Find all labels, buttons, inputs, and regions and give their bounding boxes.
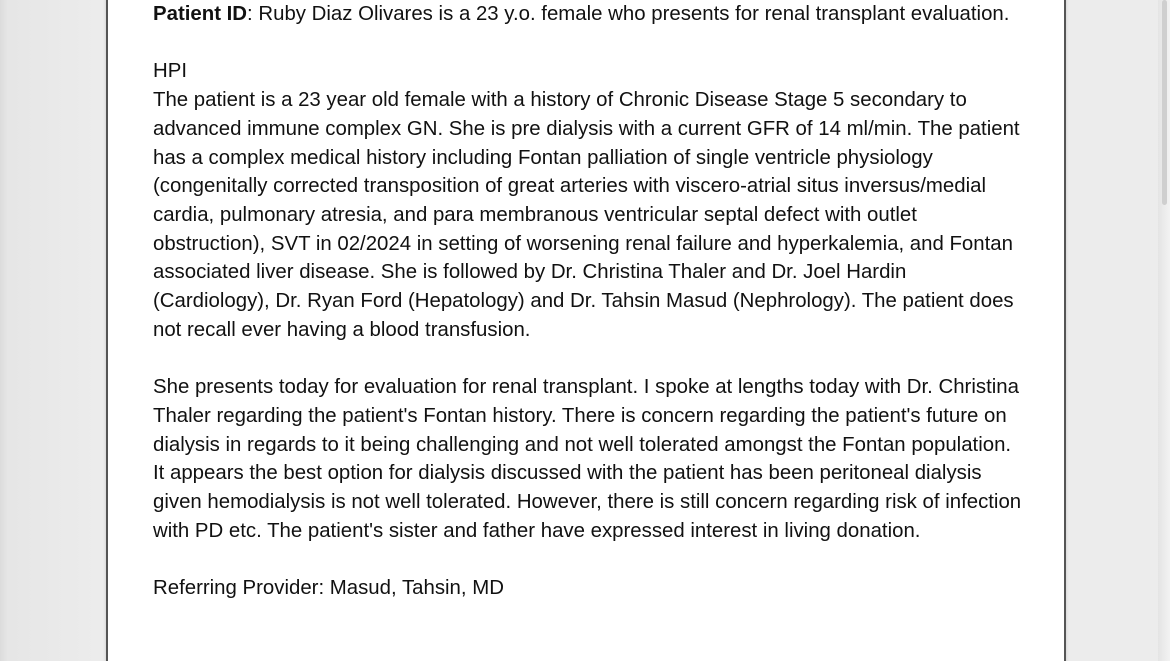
patient-id-line bbox=[153, 0, 1028, 29]
hpi-paragraph: The patient is a 23 year old female with a history of Chronic Disease Stage 5 secondary to advanced immune complex GN. She is pre dialysis with a current GFR of 14 ml/min. The patient has a complex medical history including Fontan palliation of single ventricle physiology (congenitally corrected transposition of great arteries with viscero-atrial situs inversus/medial cardia, pulmonary atresia, and para membranous ventricular septal defect with outlet obstruction), SVT in 02/2024 in setting of worsening renal failure and hyperkalemia, and Fontan associated liver disease. She is followed by Dr. Christina Thaler and Dr. Joel Hardin (Cardiology), Dr. Ryan Ford (Hepatology) and Dr. Tahsin Masud (Nephrology). The patient does not recall ever having a blood transfusion. bbox=[153, 89, 1020, 341]
patient-id-text: : Ruby Diaz Olivares is a 23 y.o. female who presents for renal transplant evaluation. bbox=[247, 3, 1010, 25]
spacer bbox=[153, 29, 1028, 58]
scrollbar-track[interactable] bbox=[1158, 0, 1170, 661]
scrollbar-thumb[interactable] bbox=[1162, 0, 1167, 205]
evaluation-paragraph: She presents today for evaluation for renal transplant. I spoke at lengths today with Dr. Christina Thaler regarding the patient's Fontan history. There is concern regarding the patient's future on dialysis in regards to it being challenging and not well tolerated amongst the Fontan population. It appears the best option for dialysis discussed with the patient has been peritoneal dialysis given hemodialysis is not well tolerated. However, there is still concern regarding risk of infection with PD etc. The patient's sister and father have expressed interest in living donation. bbox=[153, 376, 1022, 542]
spacer bbox=[153, 545, 1028, 574]
document-page bbox=[106, 0, 1066, 661]
patient-id-label: Patient ID bbox=[153, 3, 248, 25]
clinical-note bbox=[153, 0, 1028, 603]
referring-provider: Referring Provider: Masud, Tahsin, MD bbox=[153, 577, 504, 600]
hpi-heading: HPI bbox=[153, 60, 187, 83]
spacer bbox=[153, 344, 1028, 373]
